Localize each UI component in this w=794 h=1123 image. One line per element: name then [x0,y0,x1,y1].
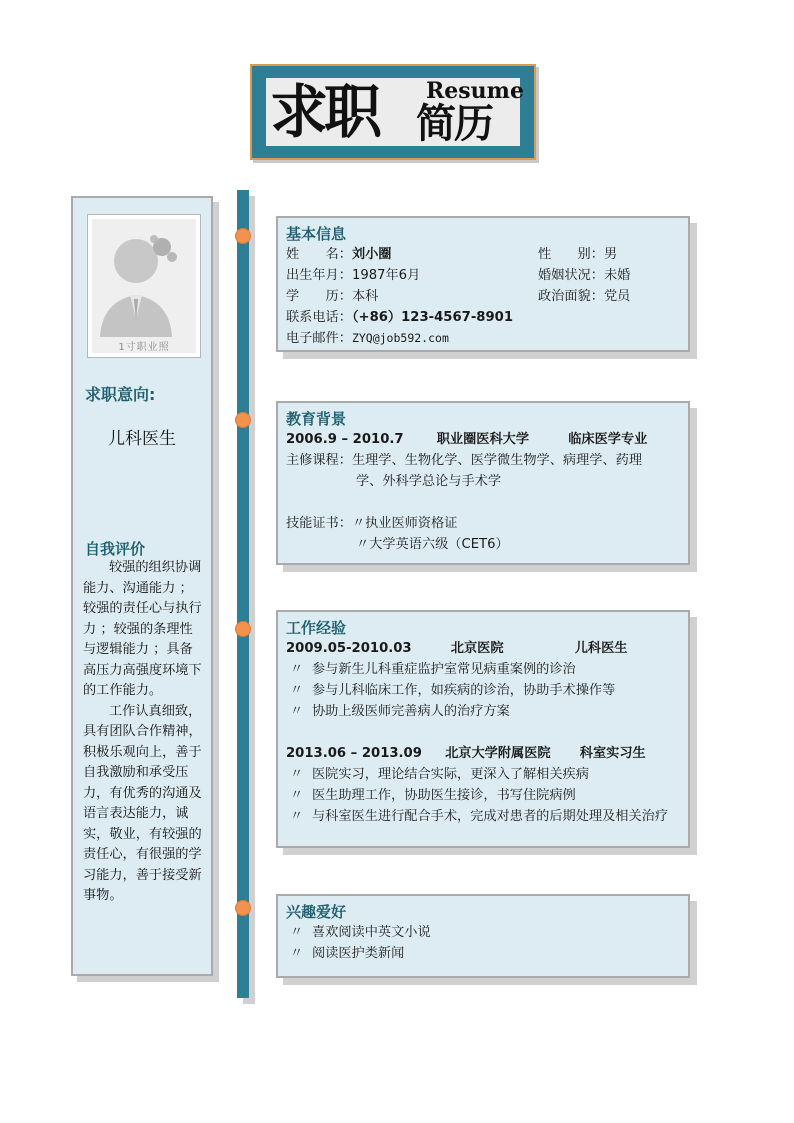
gender-label: 性 别： [538,247,604,262]
list-item: 〃 医生助理工作，协助医生接诊，书写住院病例 [290,788,576,803]
profile-photo [87,214,201,358]
section-title: 兴趣爱好 [286,903,347,921]
eval-paragraph-2: 工作认真细致，具有团队合作精神，积极乐观向上，善于自我激励和承受压力，有优秀的沟通及语言表达能力，诚实，敬业，有较强的责任心，有很强的学习能力，善于接受新事物。 [83,703,202,903]
edu-major: 临床医学专业 [568,432,648,447]
political-value: 党员 [603,289,631,304]
phone-label: 联系电话： [286,310,352,325]
self-evaluation-title: 自我评价 [85,540,146,558]
education-section [276,401,690,565]
timeline-bar [237,190,249,998]
logo-small-text: 简历 [416,101,492,147]
timeline-dot [235,228,251,244]
political-label: 政治面貌： [538,289,604,304]
email-value: ZYQ@job592.com [351,331,449,345]
list-item: 〃 与科室医生进行配合手术，完成对患者的后期处理及相关治疗 [290,809,669,824]
courses-line-2: 学、外科学总论与手术学 [356,474,502,489]
intent-title: 求职意向: [85,385,156,404]
hobby-section [276,894,690,978]
work-section [276,610,690,848]
job2-org: 北京大学附属医院 [445,746,551,761]
sidebar [71,196,213,976]
list-item: 〃 喜欢阅读中英文小说 [290,925,431,940]
birth-value: 1987年6月 [351,268,421,283]
job1-role: 儿科医生 [574,641,628,656]
cert-label: 技能证书： [286,516,352,531]
edu-period: 2006.9 – 2010.7 [286,432,404,447]
intent-value: 儿科医生 [108,429,176,449]
list-item: 〃 参与新生儿科重症监护室常见病重案例的诊治 [290,662,576,677]
education-label: 学 历： [286,289,352,304]
logo-big-text: 求职 [270,78,379,146]
self-evaluation-text [83,558,205,907]
photo-caption: 1寸职业照 [118,342,170,353]
marital-label: 婚姻状况： [538,268,604,283]
gender-value: 男 [603,247,618,262]
resume-logo [250,64,536,160]
timeline-dot [235,412,251,428]
birth-label: 出生年月： [286,268,352,283]
list-item: 〃 参与儿科临床工作，如疾病的诊治，协助手术操作等 [290,683,616,698]
timeline-dot [235,621,251,637]
marital-value: 未婚 [603,268,631,283]
eval-paragraph-1: 较强的组织协调能力、沟通能力 ；较强的责任心与执行力 ；较强的条理性与逻辑能力 ；具备高压力高强度环境下的工作能力。 [83,560,202,698]
list-item: 〃 医院实习，理论结合实际，更深入了解相关疾病 [290,767,589,782]
education-value: 本科 [351,289,379,304]
person-silhouette-icon [92,219,196,353]
email-label: 电子邮件： [286,331,352,346]
section-title: 工作经验 [286,619,347,637]
job2-role: 科室实习生 [579,746,646,761]
name-label: 姓 名： [286,247,352,262]
section-title: 教育背景 [286,410,347,428]
logo-resume-text: Resume [426,78,524,104]
section-title: 基本信息 [286,225,347,243]
cert-2: 〃大学英语六级（CET6） [356,537,509,552]
basic-info-section [276,216,690,352]
list-item: 〃 阅读医护类新闻 [290,946,405,961]
job2-period: 2013.06 – 2013.09 [286,746,422,761]
phone-value: （+86）123-4567-8901 [351,310,513,325]
list-item: 〃 协助上级医师完善病人的治疗方案 [290,704,510,719]
timeline-dot [235,900,251,916]
edu-school: 职业圈医科大学 [436,432,530,447]
name-value: 刘小圈 [351,247,392,262]
job1-org: 北京医院 [450,641,504,656]
cert-1: 〃执业医师资格证 [351,516,458,531]
courses-label: 主修课程： [286,453,352,468]
job1-period: 2009.05-2010.03 [286,641,412,656]
courses-line-1: 生理学、生物化学、医学微生物学、病理学、药理 [351,453,643,468]
